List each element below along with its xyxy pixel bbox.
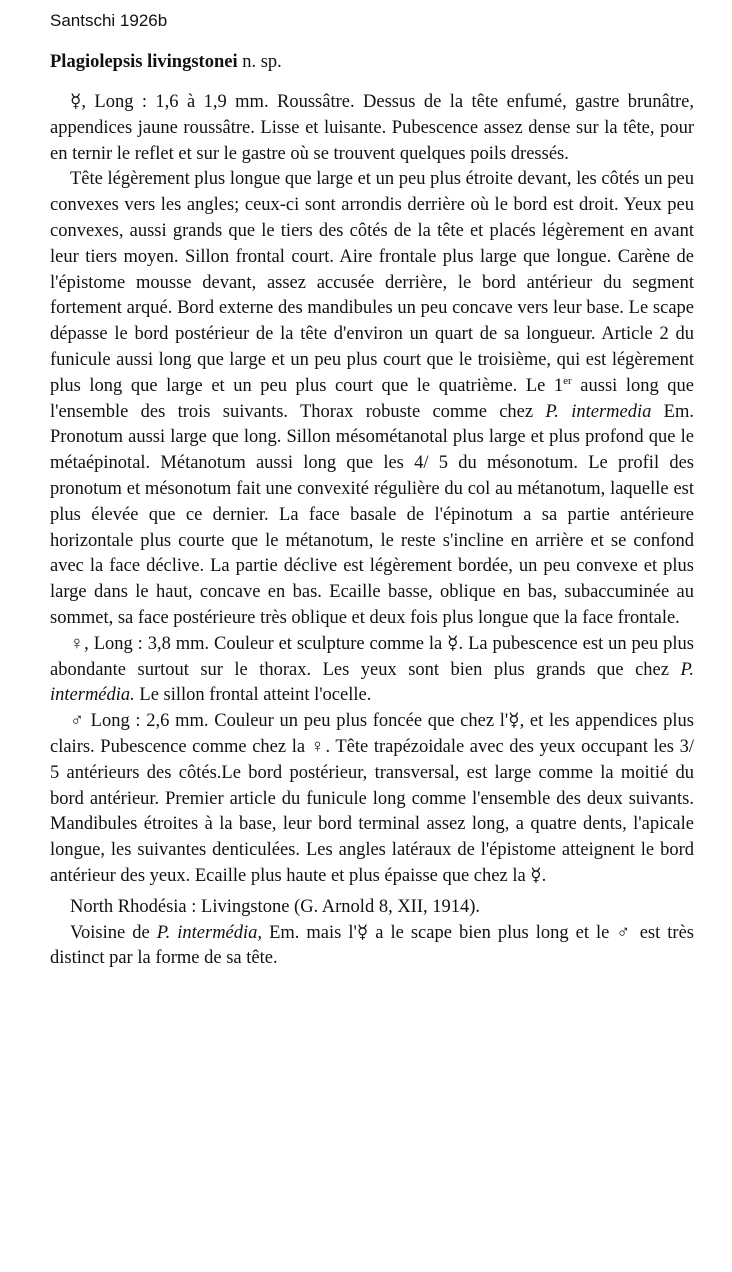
head-text-3: Em. Pronotum aussi large que long. Sillon mésométanotal plus large et plus profond que le métaépinotal. Métanotum aussi long que les 4/ 5 du mésonotum. Le profil des pronotum et mésonotum fait une convexité régulière du col au métanotum, laquelle est plus élevée que ce dernier. La face basale de l'épinotum a sa partie antérieure horizontale plus courte que le métanotum, le reste s'incline en arrière et se confond avec la face déclive. La partie déclive est légèrement bordée, un peu convexe et plus large dans le haut, concave en bas. Ecaille basse, oblique en bas, subaccuminée au sommet, sa face postérieure très oblique et deux fois plus longue que la face frontale. [50,401,694,628]
comparison-species-reference: P. intermédia, [156,922,263,943]
male-text: ♂ Long : 2,6 mm. Couleur un peu plus foncée que chez l'☿, et les appendices plus clairs. Pubescence comme chez la ♀. Tête trapézoidale avec des yeux occupant les 3/ 5 antérieurs des côtés.Le bord postérieur, transversal, est large comme la moitié du bord antérieur. Premier article du funicule long comme l'ensemble des deux suivants. Mandibules étroites à la base, leur bord terminal assez long, a quatre dents, l'apicale longue, les suivantes denticulées. Les angles latéraux de l'épistome atteignent le bord antérieur des yeux. Ecaille plus haute et plus épaisse que chez la ☿. [50,711,694,886]
head-text-2: aussi long que l'ensemble des trois suivants. Thorax robuste comme chez [50,375,694,422]
head-thorax-paragraph [50,167,694,631]
comparison-text-2: Em. mais l'☿ a le scape bien plus long et le ♂ est très distinct par la forme de sa tête. [50,922,694,969]
comparison-text-1: Voisine de [70,922,157,943]
locality-paragraph [50,895,694,921]
species-reference: P. intermedia [545,401,652,422]
worker-text: ☿, Long : 1,6 à 1,9 mm. Roussâtre. Dessus de la tête enfumé, gastre brunâtre, appendices jaune roussâtre. Lisse et luisante. Pubescence assez dense sur la tête, pour en ternir le reflet et sur le gastre où se trouvent quelques poils dressés. [50,92,694,164]
head-text-1: Tête légèrement plus longue que large et un peu plus étroite devant, les côtés un peu convexes vers les angles; ceux-ci sont arrondis derrière où le bord est droit. Yeux peu convexes, aussi grands que le tiers des côtés de la tête et placés légèrement en avant leur tiers moyen. Sillon frontal court. Aire frontale plus large que longue. Carène de l'épistome mousse devant, assez accusée derrière, le bord antérieur du segment fortement arqué. Bord externe des mandibules un peu concave vers leur base. Le scape dépasse le bord postérieur de la tête d'environ un quart de sa longueur. Article 2 du funicule aussi long que large et un peu plus court que le troisième, qui est légèrement plus long que large et un peu plus court que le quatrième. Le 1 [50,169,694,396]
queen-species-reference: P. intermédia. [50,659,694,706]
male-paragraph [50,709,694,890]
source-label: Santschi 1926b [50,11,168,30]
species-name: Plagiolepsis livingstonei [50,52,238,72]
ordinal-superscript: er [563,374,572,387]
queen-paragraph [50,632,694,709]
species-status: n. sp. [242,52,282,72]
description-body [50,90,694,972]
species-title [50,50,282,74]
locality-text: North Rhodésia : Livingstone (G. Arnold 8, XII, 1914). [70,896,481,917]
worker-paragraph [50,90,694,167]
queen-text-2: Le sillon frontal atteint l'ocelle. [134,685,372,706]
queen-text-1: ♀, Long : 3,8 mm. Couleur et sculpture comme la ☿. La pubescence est un peu plus abondante surtout sur le thorax. Les yeux sont bien plus grands que chez [50,633,694,680]
comparison-paragraph [50,921,694,973]
